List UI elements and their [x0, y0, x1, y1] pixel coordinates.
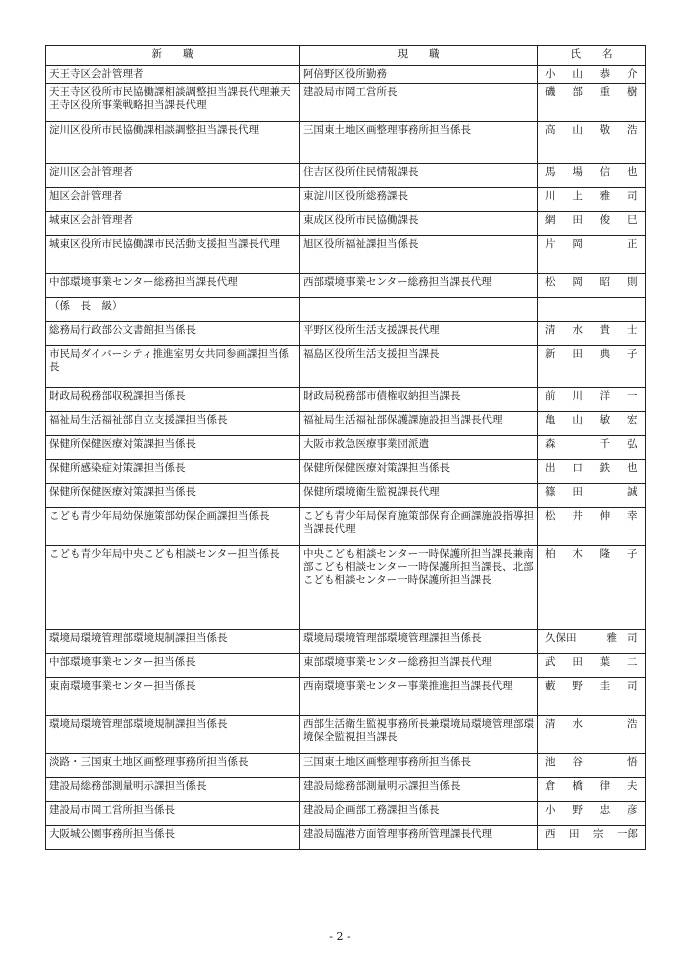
person-name — [541, 548, 642, 561]
name-char: 亀 — [545, 414, 556, 426]
name-char: 井 — [572, 510, 583, 522]
name-char: 宏 — [626, 414, 638, 426]
name-char: 忠 — [599, 804, 611, 816]
name-char: 宗 — [593, 828, 604, 840]
table-row — [46, 508, 646, 546]
header-current-post: 現 職 — [300, 46, 538, 66]
new-post-cell: 中部環境事業センター総務担当課長代理 — [46, 274, 300, 298]
name-char: 樹 — [626, 86, 638, 98]
name-char: 也 — [626, 462, 638, 474]
name-char: 伸 — [599, 510, 611, 522]
table-row — [46, 802, 646, 826]
current-post-cell: 環境局環境管理部環境管理課担当係長 — [300, 630, 538, 654]
name-cell — [538, 236, 646, 274]
name-cell — [538, 346, 646, 388]
new-post-cell: 環境局環境管理部環境規制課担当係長 — [46, 716, 300, 754]
header-name: 氏 名 — [538, 46, 646, 66]
person-name — [541, 238, 642, 251]
new-post-cell: 淀川区会計管理者 — [46, 164, 300, 188]
name-cell — [538, 274, 646, 298]
current-post-cell: 西部生活衛生監視事務所長兼環境局環境管理部環境保全監視担当課長 — [300, 716, 538, 754]
person-name — [541, 486, 642, 499]
new-post-cell: 城東区会計管理者 — [46, 212, 300, 236]
name-char: 雅 — [599, 190, 611, 202]
name-char: 岡 — [572, 238, 583, 250]
table-row — [46, 66, 646, 84]
name-char: 也 — [626, 166, 638, 178]
name-char: 彦 — [626, 804, 638, 816]
new-post-cell: 建設局総務部測量明示課担当係長 — [46, 778, 300, 802]
person-name — [541, 324, 642, 337]
name-char: 森 — [545, 438, 556, 450]
name-char — [600, 718, 611, 731]
current-post-cell — [300, 298, 538, 322]
name-char: 圭 — [599, 680, 611, 692]
current-post-cell: 東成区役所市民協働課長 — [300, 212, 538, 236]
name-char: 片 — [545, 238, 556, 250]
table-row — [46, 716, 646, 754]
name-char: 二 — [626, 656, 638, 668]
new-post-cell: 建設局市岡工営所担当係長 — [46, 802, 300, 826]
name-cell — [538, 66, 646, 84]
name-char: 清 — [545, 324, 556, 336]
name-char: 馬 — [545, 166, 556, 178]
name-char: 重 — [599, 86, 611, 98]
page-number: - 2 - — [329, 930, 351, 943]
table-row — [46, 274, 646, 298]
table-row — [46, 122, 646, 164]
name-char: 浩 — [626, 718, 638, 730]
current-post-cell: 三国東土地区画整理事務所担当係長 — [300, 754, 538, 778]
table-body — [46, 66, 646, 850]
personnel-table — [45, 45, 646, 850]
table-row — [46, 236, 646, 274]
current-post-cell: 西部環境事業センター総務担当課長代理 — [300, 274, 538, 298]
name-char: 子 — [626, 548, 638, 560]
name-char: 野 — [572, 680, 583, 692]
person-name — [541, 276, 642, 289]
name-char: 田 — [572, 348, 583, 360]
name-char: 前 — [545, 390, 556, 402]
name-cell — [538, 298, 646, 322]
current-post-cell: 建設局企画部工務課担当係長 — [300, 802, 538, 826]
person-name — [541, 190, 642, 203]
new-post-cell: 市民局ダイバーシティ推進室男女共同参画課担当係長 — [46, 346, 300, 388]
name-char: 新 — [545, 348, 556, 360]
name-char: 幸 — [626, 510, 638, 522]
new-post-cell: 天王寺区役所市民協働課相談調整担当課長代理兼天王寺区役所事業戦略担当課長代理 — [46, 84, 300, 122]
name-char: 司 — [626, 190, 638, 202]
name-char: 夫 — [626, 780, 638, 792]
name-char: 正 — [626, 238, 638, 250]
name-char: 貴 — [599, 324, 611, 336]
name-char: 田 — [572, 656, 583, 668]
table-row — [46, 346, 646, 388]
new-post-cell: こども青少年局幼保施策部幼保企画課担当係長 — [46, 508, 300, 546]
name-cell — [538, 412, 646, 436]
table-row — [46, 388, 646, 412]
name-char — [600, 238, 611, 251]
current-post-cell: 建設局臨港方面管理事務所管理課長代理 — [300, 826, 538, 850]
name-char: 雅 — [606, 632, 617, 644]
person-name — [541, 166, 642, 179]
name-char: 俊 — [599, 214, 611, 226]
name-char: 倉 — [545, 780, 556, 792]
name-char: 山 — [572, 414, 583, 426]
current-post-cell: 旭区役所福祉課担当係長 — [300, 236, 538, 274]
name-char: 典 — [599, 348, 611, 360]
table-row — [46, 484, 646, 508]
person-name — [541, 780, 642, 793]
name-char: 洋 — [599, 390, 611, 402]
name-char: 誠 — [626, 486, 638, 498]
name-char: 川 — [545, 190, 556, 202]
name-char: 篠 — [545, 486, 556, 498]
person-name — [541, 804, 642, 817]
name-cell — [538, 322, 646, 346]
name-char: 恭 — [599, 68, 611, 80]
name-char: 網 — [545, 214, 556, 226]
person-name — [541, 214, 642, 227]
header-new-post: 新 職 — [46, 46, 300, 66]
current-post-cell: 保健所環境衛生監視課長代理 — [300, 484, 538, 508]
name-char: 悟 — [626, 756, 638, 768]
name-char: 岡 — [572, 276, 583, 288]
table-row — [46, 322, 646, 346]
table-row — [46, 188, 646, 212]
current-post-cell: 中央こども相談センター一時保護所担当課長兼南部こども相談センター一時保護所担当課長、北部こども相談センター一時保護所担当課長 — [300, 546, 538, 630]
name-char: 池 — [545, 756, 556, 768]
person-name — [541, 632, 642, 645]
new-post-cell: 保健所保健医療対策課担当係長 — [46, 484, 300, 508]
name-char: 水 — [572, 324, 583, 336]
new-post-cell: こども青少年局中央こども相談センター担当係長 — [46, 546, 300, 630]
name-char: 司 — [626, 680, 638, 692]
person-name — [541, 414, 642, 427]
name-cell — [538, 484, 646, 508]
name-cell — [538, 388, 646, 412]
table-row — [46, 678, 646, 716]
new-post-cell: （係 長 級） — [46, 298, 300, 322]
name-char: 浩 — [626, 124, 638, 136]
name-char: 山 — [572, 124, 583, 136]
name-char: 田 — [572, 214, 583, 226]
person-name — [541, 390, 642, 403]
name-cell — [538, 546, 646, 630]
name-cell — [538, 654, 646, 678]
current-post-cell: 建設局市岡工営所長 — [300, 84, 538, 122]
current-post-cell: 東淀川区役所総務課長 — [300, 188, 538, 212]
person-name — [541, 656, 642, 669]
name-char: 千 — [599, 438, 611, 450]
name-char — [572, 438, 583, 451]
table-row — [46, 84, 646, 122]
name-char: 敬 — [599, 124, 611, 136]
name-char: 口 — [572, 462, 583, 474]
name-cell — [538, 212, 646, 236]
table-row — [46, 754, 646, 778]
name-char: 松 — [545, 510, 556, 522]
name-cell — [538, 508, 646, 546]
name-char: 山 — [572, 68, 583, 80]
name-char: 久保田 — [545, 632, 577, 644]
current-post-cell: 西南環境事業センター事業推進担当課長代理 — [300, 678, 538, 716]
name-char: 司 — [627, 632, 638, 644]
name-char — [586, 632, 597, 645]
name-cell — [538, 826, 646, 850]
new-post-cell: 中部環境事業センター担当係長 — [46, 654, 300, 678]
name-cell — [538, 802, 646, 826]
name-char: 敏 — [599, 414, 611, 426]
table-row — [46, 164, 646, 188]
name-char: 部 — [572, 86, 583, 98]
name-char: 武 — [545, 656, 556, 668]
person-name — [541, 718, 642, 731]
name-char: 一郎 — [617, 828, 638, 840]
name-char: 隆 — [599, 548, 611, 560]
name-cell — [538, 164, 646, 188]
name-char: 松 — [545, 276, 556, 288]
name-char: 信 — [599, 166, 611, 178]
person-name — [541, 348, 642, 361]
new-post-cell: 福祉局生活福祉部自立支援課担当係長 — [46, 412, 300, 436]
current-post-cell: 福島区役所生活支援担当課長 — [300, 346, 538, 388]
current-post-cell: 阿倍野区役所勤務 — [300, 66, 538, 84]
name-char: 木 — [572, 548, 583, 560]
current-post-cell: こども青少年局保育施策部保育企画課施設指導担当課長代理 — [300, 508, 538, 546]
new-post-cell: 環境局環境管理部環境規制課担当係長 — [46, 630, 300, 654]
person-name — [541, 828, 642, 841]
name-cell — [538, 778, 646, 802]
name-char: 田 — [569, 828, 580, 840]
name-char: 磯 — [545, 86, 556, 98]
name-char: 巳 — [626, 214, 638, 226]
name-char: 則 — [626, 276, 638, 288]
name-char: 小 — [545, 68, 556, 80]
name-char: 小 — [545, 804, 556, 816]
name-char: 野 — [572, 804, 583, 816]
current-post-cell: 財政局税務部市債権収納担当課長 — [300, 388, 538, 412]
new-post-cell: 東南環境事業センター担当係長 — [46, 678, 300, 716]
table-row — [46, 630, 646, 654]
current-post-cell: 建設局総務部測量明示課担当係長 — [300, 778, 538, 802]
header-row — [46, 46, 646, 66]
name-char: 水 — [572, 718, 583, 730]
table-row — [46, 460, 646, 484]
name-char: 一 — [626, 390, 638, 402]
name-cell — [538, 716, 646, 754]
new-post-cell: 淡路・三国東土地区画整理事務所担当係長 — [46, 754, 300, 778]
table-row — [46, 778, 646, 802]
new-post-cell: 淀川区役所市民協働課相談調整担当課長代理 — [46, 122, 300, 164]
name-char: 昭 — [599, 276, 611, 288]
name-char: 橋 — [572, 780, 583, 792]
person-name — [541, 680, 642, 693]
name-char — [600, 756, 611, 769]
name-char: 場 — [572, 166, 583, 178]
table-row — [46, 654, 646, 678]
new-post-cell: 保健所感染症対策課担当係長 — [46, 460, 300, 484]
table-row — [46, 212, 646, 236]
new-post-cell: 大阪城公園事務所担当係長 — [46, 826, 300, 850]
name-cell — [538, 436, 646, 460]
name-char: 西 — [545, 828, 556, 840]
table-row — [46, 436, 646, 460]
table-row — [46, 826, 646, 850]
new-post-cell: 天王寺区会計管理者 — [46, 66, 300, 84]
name-char: 士 — [626, 324, 638, 336]
current-post-cell: 保健所保健医療対策課担当係長 — [300, 460, 538, 484]
name-char: 川 — [572, 390, 583, 402]
name-cell — [538, 460, 646, 484]
name-char: 葉 — [599, 656, 611, 668]
table-row — [46, 298, 646, 322]
name-char: 藪 — [545, 680, 556, 692]
current-post-cell: 大阪市救急医療事業団派遣 — [300, 436, 538, 460]
table-row — [46, 546, 646, 630]
person-name — [541, 68, 642, 81]
name-char: 律 — [599, 780, 611, 792]
new-post-cell: 財政局税務部収税課担当係長 — [46, 388, 300, 412]
person-name — [541, 510, 642, 523]
person-name — [541, 756, 642, 769]
person-name — [541, 462, 642, 475]
current-post-cell: 三国東土地区画整理事務所担当係長 — [300, 122, 538, 164]
name-char: 上 — [572, 190, 583, 202]
person-name — [541, 438, 642, 451]
name-cell — [538, 122, 646, 164]
person-name — [541, 124, 642, 137]
current-post-cell: 東部環境事業センター総務担当課長代理 — [300, 654, 538, 678]
name-char: 清 — [545, 718, 556, 730]
new-post-cell: 旭区会計管理者 — [46, 188, 300, 212]
name-cell — [538, 630, 646, 654]
name-char: 田 — [572, 486, 583, 498]
person-name — [541, 86, 642, 99]
name-char: 高 — [545, 124, 556, 136]
name-char: 出 — [545, 462, 556, 474]
name-char: 介 — [626, 68, 638, 80]
name-char: 谷 — [572, 756, 583, 768]
name-cell — [538, 188, 646, 212]
new-post-cell: 保健所保健医療対策課担当係長 — [46, 436, 300, 460]
name-cell — [538, 84, 646, 122]
current-post-cell: 住吉区役所住民情報課長 — [300, 164, 538, 188]
current-post-cell: 福祉局生活福祉部保護課施設担当課長代理 — [300, 412, 538, 436]
name-char: 弘 — [626, 438, 638, 450]
name-char — [600, 486, 611, 499]
table-row — [46, 412, 646, 436]
new-post-cell: 総務局行政部公文書館担当係長 — [46, 322, 300, 346]
name-cell — [538, 678, 646, 716]
new-post-cell: 城東区役所市民協働課市民活動支援担当課長代理 — [46, 236, 300, 274]
name-char: 柏 — [545, 548, 556, 560]
name-cell — [538, 754, 646, 778]
current-post-cell: 平野区役所生活支援課長代理 — [300, 322, 538, 346]
name-char: 子 — [626, 348, 638, 360]
name-char: 鉄 — [599, 462, 611, 474]
